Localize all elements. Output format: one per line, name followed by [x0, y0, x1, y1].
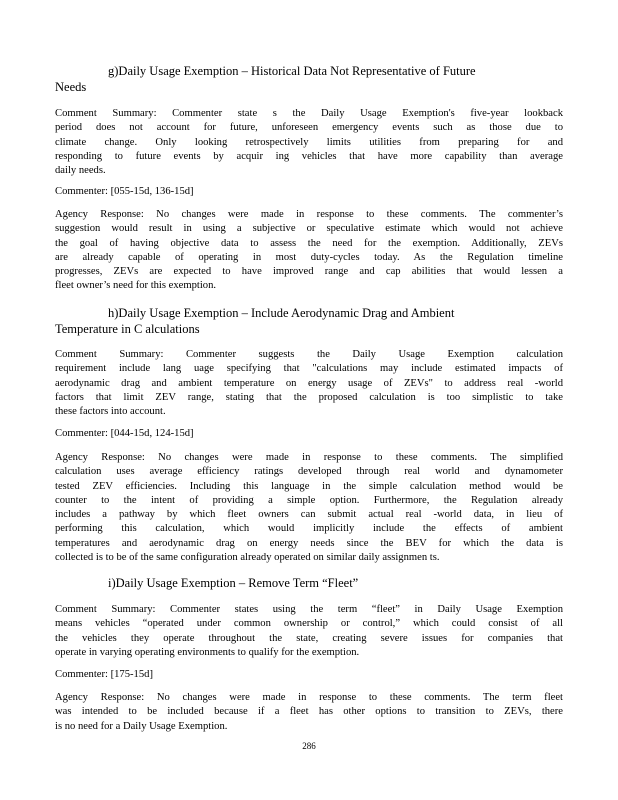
- text-line: performing this calculation, which would implicitly include the effects of ambient: [55, 523, 563, 535]
- text-line: progresses, ZEVs are expected to have improved range and cap abilities that would lessen a: [55, 266, 563, 278]
- text-line: includes a pathway by which fleet owners can submit actual real -world data, in lieu of: [55, 509, 563, 521]
- text-line: collected is to be of the same configuration already operated on similar daily assignmen ts.: [55, 552, 440, 564]
- heading-line: Temperature in C alculations: [55, 322, 200, 336]
- section-heading-i: [55, 575, 555, 591]
- text-line: counter to the intent of providing a simple option. Furthermore, the Regulation already: [55, 494, 563, 506]
- comment-summary-g: [55, 107, 563, 178]
- text-line: period does not account for future, unforeseen emergency events such as those due to: [55, 122, 563, 134]
- text-line: requirement include lang uage specifying that "calculations may include estimated impacts of: [55, 363, 563, 375]
- text-line: Agency Response: No changes were made in response to these comments. The simplified: [55, 452, 563, 463]
- text-line: suggestion would result in using a subjective or speculative estimate which would not achieve: [55, 223, 563, 235]
- agency-response-i: [55, 691, 563, 734]
- text-line: aerodynamic drag and ambient temperature on energy usage of ZEVs" to address real -world: [55, 377, 563, 389]
- text-line: Agency Response: No changes were made in response to these comments. The term fleet: [55, 692, 563, 703]
- heading-line: g)Daily Usage Exemption – Historical Data Not Representative of Future: [108, 64, 476, 78]
- agency-response-h: [55, 451, 563, 565]
- text-line: fleet owner’s need for this exemption.: [55, 280, 217, 292]
- text-line: was intended to be included because if a fleet has other options to transition to ZEVs, there: [55, 706, 563, 718]
- text-line: factors that limit ZEV range, stating that the proposed calculation is too simplistic to take: [55, 391, 563, 403]
- page-number: 286: [302, 741, 316, 751]
- commenter-i: Commenter: [175-15d]: [55, 669, 153, 680]
- text-line: responding to future events by acquir ing vehicles that have more capability than average: [55, 150, 563, 162]
- text-line: tested ZEV efficiencies. Including this language in the simple calculation method would be: [55, 480, 563, 492]
- text-line: are already capable of operating in most duty-cycles today. As the Regulation timeline: [55, 251, 563, 263]
- text-line: calculation uses average efficiency ratings developed through real world and dynamometer: [55, 466, 563, 478]
- section-heading-g: [55, 63, 555, 95]
- commenter-g: Commenter: [055-15d, 136-15d]: [55, 186, 194, 197]
- section-heading-h: [55, 305, 555, 337]
- text-line: Comment Summary: Commenter state s the Daily Usage Exemption's five-year lookback: [55, 108, 563, 119]
- text-line: the vehicles they operate throughout the state, creating severe issues for companies that: [55, 632, 563, 644]
- text-line: temperatures and aerodynamic drag on energy needs since the BEV for which the data is: [55, 537, 563, 549]
- text-line: climate change. Only looking retrospectively limits utilities from preparing for and: [55, 136, 563, 148]
- comment-summary-i: [55, 603, 563, 660]
- heading-line: i)Daily Usage Exemption – Remove Term “Fleet”: [108, 576, 359, 590]
- agency-response-g: [55, 208, 563, 294]
- text-line: is no need for a Daily Usage Exemption.: [55, 720, 228, 732]
- commenter-h: Commenter: [044-15d, 124-15d]: [55, 428, 194, 439]
- text-line: Comment Summary: Commenter suggests the Daily Usage Exemption calculation: [55, 349, 563, 360]
- text-line: Agency Response: No changes were made in response to these comments. The commenter’s: [55, 209, 563, 220]
- text-line: these factors into account.: [55, 406, 166, 418]
- text-line: daily needs.: [55, 165, 106, 177]
- text-line: the goal of having objective data to assess the need for the exemption. Additionally, ZEVs: [55, 237, 563, 249]
- heading-line: h)Daily Usage Exemption – Include Aerodynamic Drag and Ambient: [108, 306, 455, 320]
- heading-line: Needs: [55, 80, 87, 94]
- text-line: Comment Summary: Commenter states using the term “fleet” in Daily Usage Exemption: [55, 604, 563, 615]
- comment-summary-h: [55, 348, 563, 419]
- text-line: operate in varying operating environments to qualify for the exemption.: [55, 646, 360, 658]
- text-line: means vehicles “operated under common ownership or control,” which could consist of all: [55, 618, 563, 630]
